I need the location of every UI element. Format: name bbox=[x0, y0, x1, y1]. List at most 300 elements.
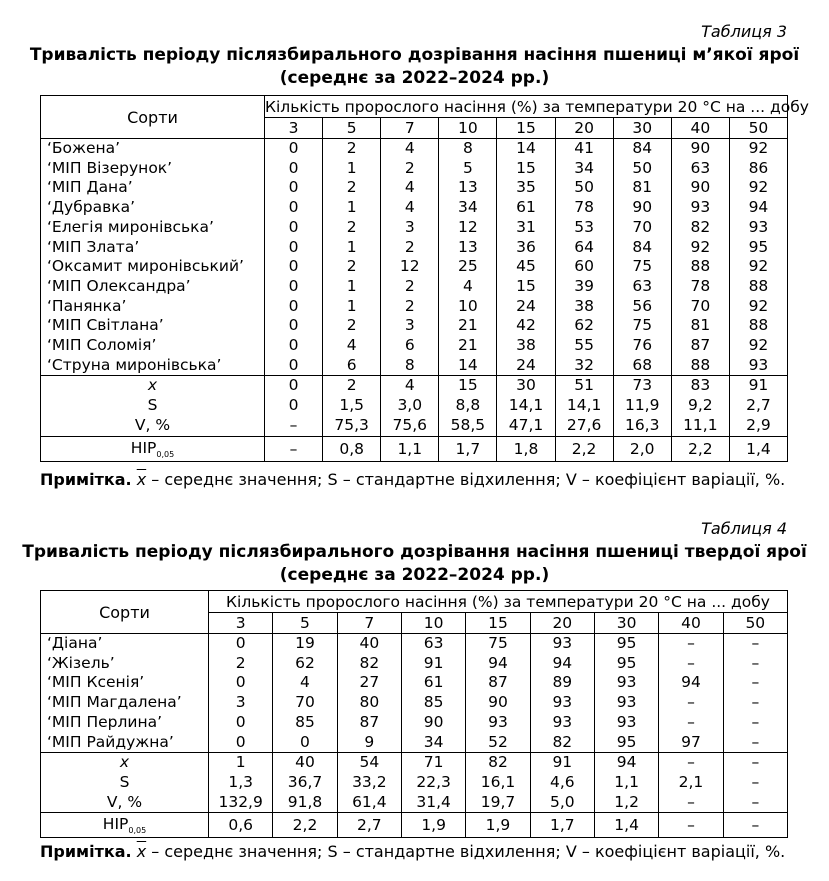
table4-note-text: – середнє значення; S – стандартне відхилення; V – коефіцієнт варіації, %. bbox=[146, 842, 786, 861]
stat-cell: 1,1 bbox=[594, 773, 658, 793]
variety-name: ‘МІП Райдужна’ bbox=[41, 733, 209, 753]
table-cell: 13 bbox=[439, 238, 497, 258]
nir-cell: 1,7 bbox=[530, 813, 594, 838]
table-cell: 0 bbox=[265, 356, 323, 376]
table-cell: – bbox=[723, 673, 787, 693]
stat-label bbox=[41, 396, 265, 416]
table3-note-text: – середнє значення; S – стандартне відхилення; V – коефіцієнт варіації, %. bbox=[146, 470, 786, 489]
table-row bbox=[41, 733, 788, 753]
day-header: 7 bbox=[381, 118, 439, 139]
table-cell: 1 bbox=[323, 277, 381, 297]
table-cell: 91 bbox=[401, 654, 465, 674]
table-cell: 92 bbox=[729, 139, 787, 159]
stat-cell: 16,3 bbox=[613, 416, 671, 436]
table-cell: 87 bbox=[466, 673, 530, 693]
stat-cell: 75,6 bbox=[381, 416, 439, 436]
table-cell: 90 bbox=[466, 693, 530, 713]
table-cell: 14 bbox=[497, 139, 555, 159]
table-row bbox=[41, 634, 788, 654]
table-cell: 27 bbox=[337, 673, 401, 693]
table-cell: – bbox=[723, 693, 787, 713]
table4-header-varieties: Сорти bbox=[41, 591, 209, 634]
variety-name: ‘МІП Олександра’ bbox=[41, 277, 265, 297]
table-cell: 0 bbox=[265, 238, 323, 258]
day-header: 3 bbox=[265, 118, 323, 139]
table-row bbox=[41, 238, 788, 258]
variety-name: ‘Оксамит миронівський’ bbox=[41, 257, 265, 277]
table-row bbox=[41, 336, 788, 356]
table-cell: – bbox=[723, 713, 787, 733]
nir-subscript: 0,05 bbox=[128, 826, 147, 836]
table-cell: 70 bbox=[273, 693, 337, 713]
stat-label-text: S bbox=[119, 772, 130, 791]
stat-cell: 30 bbox=[497, 376, 555, 396]
stat-cell: 33,2 bbox=[337, 773, 401, 793]
table-cell: 82 bbox=[530, 733, 594, 753]
stat-cell: 51 bbox=[555, 376, 613, 396]
table-row bbox=[41, 218, 788, 238]
day-header: 40 bbox=[671, 118, 729, 139]
table-cell: – bbox=[723, 634, 787, 654]
variety-name: ‘Жізель’ bbox=[41, 654, 209, 674]
table-cell: 94 bbox=[729, 198, 787, 218]
table-cell: 2 bbox=[381, 159, 439, 179]
table-cell: 0 bbox=[209, 634, 273, 654]
table-cell: – bbox=[659, 693, 723, 713]
nir-row bbox=[41, 436, 788, 461]
table-cell: 1 bbox=[323, 297, 381, 317]
table-cell: 93 bbox=[729, 356, 787, 376]
stat-cell: 31,4 bbox=[401, 793, 465, 813]
table3-note bbox=[40, 470, 785, 489]
table-cell: 15 bbox=[497, 159, 555, 179]
table-cell: 89 bbox=[530, 673, 594, 693]
variety-name: ‘МІП Перлина’ bbox=[41, 713, 209, 733]
table3-header-group: Кількість пророслого насіння (%) за температури 20 °С на ... добу bbox=[265, 97, 809, 116]
table-cell: 6 bbox=[323, 356, 381, 376]
stat-cell: 11,9 bbox=[613, 396, 671, 416]
stat-cell: 2,7 bbox=[729, 396, 787, 416]
table-cell: 31 bbox=[497, 218, 555, 238]
stat-cell: 15 bbox=[439, 376, 497, 396]
table-cell: 8 bbox=[381, 356, 439, 376]
variety-name: ‘Дубравка’ bbox=[41, 198, 265, 218]
stat-cell: 58,5 bbox=[439, 416, 497, 436]
day-header: 7 bbox=[337, 613, 401, 634]
day-header: 50 bbox=[723, 613, 787, 634]
table-cell: – bbox=[659, 654, 723, 674]
table-cell: 93 bbox=[594, 713, 658, 733]
table-cell: 2 bbox=[381, 297, 439, 317]
table-cell: 45 bbox=[497, 257, 555, 277]
day-header: 15 bbox=[466, 613, 530, 634]
table-cell: 56 bbox=[613, 297, 671, 317]
table-cell: 14 bbox=[439, 356, 497, 376]
stat-cell: 61,4 bbox=[337, 793, 401, 813]
nir-label bbox=[41, 436, 265, 461]
table-cell: 34 bbox=[555, 159, 613, 179]
table-cell: 93 bbox=[530, 634, 594, 654]
variety-name: ‘МІП Ксенія’ bbox=[41, 673, 209, 693]
table-cell: 0 bbox=[209, 733, 273, 753]
table-cell: 34 bbox=[401, 733, 465, 753]
nir-cell: 0,8 bbox=[323, 436, 381, 461]
table-cell: 24 bbox=[497, 356, 555, 376]
table-cell: 70 bbox=[671, 297, 729, 317]
table-cell: 32 bbox=[555, 356, 613, 376]
table-cell: 75 bbox=[466, 634, 530, 654]
stat-label bbox=[41, 773, 209, 793]
stat-cell: – bbox=[723, 753, 787, 773]
table-cell: 50 bbox=[555, 178, 613, 198]
nir-cell: 1,7 bbox=[439, 436, 497, 461]
table-cell: 4 bbox=[323, 336, 381, 356]
table-cell: 82 bbox=[671, 218, 729, 238]
stat-label-text: $\overline{x}$ bbox=[119, 753, 130, 772]
table-cell: 4 bbox=[381, 198, 439, 218]
table-cell: 60 bbox=[555, 257, 613, 277]
stat-cell: 9,2 bbox=[671, 396, 729, 416]
stat-label bbox=[41, 753, 209, 773]
table-cell: 88 bbox=[671, 257, 729, 277]
nir-label bbox=[41, 813, 209, 838]
nir-cell: 2,7 bbox=[337, 813, 401, 838]
table-cell: 84 bbox=[613, 238, 671, 258]
table-cell: 1 bbox=[323, 238, 381, 258]
stat-cell: – bbox=[723, 793, 787, 813]
stat-label-text: $\overline{x}$ bbox=[147, 376, 158, 395]
table-cell: 94 bbox=[530, 654, 594, 674]
table-cell: 87 bbox=[337, 713, 401, 733]
nir-label-text: НІР bbox=[130, 438, 157, 457]
table-cell: 93 bbox=[729, 218, 787, 238]
table-cell: 41 bbox=[555, 139, 613, 159]
table-cell: 75 bbox=[613, 257, 671, 277]
table-row bbox=[41, 159, 788, 179]
stat-cell: 40 bbox=[273, 753, 337, 773]
stat-cell: – bbox=[723, 773, 787, 793]
table-cell: 82 bbox=[337, 654, 401, 674]
nir-cell: 2,2 bbox=[671, 436, 729, 461]
stat-cell: 0 bbox=[265, 376, 323, 396]
table-cell: – bbox=[659, 713, 723, 733]
table-cell: 38 bbox=[497, 336, 555, 356]
table-cell: 0 bbox=[265, 297, 323, 317]
table-cell: 39 bbox=[555, 277, 613, 297]
variety-name: ‘Струна миронівська’ bbox=[41, 356, 265, 376]
variety-name: ‘МІП Злата’ bbox=[41, 238, 265, 258]
table-cell: 0 bbox=[265, 257, 323, 277]
table-cell: 4 bbox=[381, 139, 439, 159]
nir-cell: 1,1 bbox=[381, 436, 439, 461]
table-row bbox=[41, 673, 788, 693]
variety-name: ‘МІП Соломія’ bbox=[41, 336, 265, 356]
table-cell: 0 bbox=[265, 159, 323, 179]
variety-name: ‘Елегія миронівська’ bbox=[41, 218, 265, 238]
stat-cell: 1,3 bbox=[209, 773, 273, 793]
table-cell: 88 bbox=[729, 316, 787, 336]
table-cell: 24 bbox=[497, 297, 555, 317]
stat-cell: 14,1 bbox=[555, 396, 613, 416]
table3 bbox=[40, 95, 809, 462]
table-cell: 93 bbox=[594, 673, 658, 693]
table-cell: 76 bbox=[613, 336, 671, 356]
table-row bbox=[41, 139, 788, 159]
table-cell: 0 bbox=[273, 733, 337, 753]
stat-label-text: V, % bbox=[134, 415, 171, 434]
stat-cell: 19,7 bbox=[466, 793, 530, 813]
table-cell: 90 bbox=[613, 198, 671, 218]
table-cell: 68 bbox=[613, 356, 671, 376]
table-cell: 94 bbox=[466, 654, 530, 674]
table-cell: 4 bbox=[439, 277, 497, 297]
stat-row bbox=[41, 376, 788, 396]
table-cell: 12 bbox=[381, 257, 439, 277]
table-cell: 95 bbox=[594, 733, 658, 753]
variety-name: ‘Діана’ bbox=[41, 634, 209, 654]
day-header: 30 bbox=[613, 118, 671, 139]
table3-title-line2: (середнє за 2022–2024 рр.) bbox=[279, 68, 550, 88]
stat-cell: 4,6 bbox=[530, 773, 594, 793]
stat-cell: – bbox=[659, 793, 723, 813]
table-cell: 9 bbox=[337, 733, 401, 753]
stat-cell: 8,8 bbox=[439, 396, 497, 416]
table-cell: 95 bbox=[594, 634, 658, 654]
table-cell: 38 bbox=[555, 297, 613, 317]
table-cell: 92 bbox=[729, 297, 787, 317]
stat-cell: 73 bbox=[613, 376, 671, 396]
table-cell: 50 bbox=[613, 159, 671, 179]
nir-cell: 2,2 bbox=[273, 813, 337, 838]
stat-cell: 4 bbox=[381, 376, 439, 396]
table-cell: 55 bbox=[555, 336, 613, 356]
table-cell: 25 bbox=[439, 257, 497, 277]
table-row bbox=[41, 257, 788, 277]
table4-title-line1: Тривалість періоду післязбирального дозрівання насіння пшениці твердої ярої bbox=[22, 542, 807, 562]
table-cell: 52 bbox=[466, 733, 530, 753]
day-header: 5 bbox=[323, 118, 381, 139]
nir-cell: – bbox=[265, 436, 323, 461]
stat-cell: 82 bbox=[466, 753, 530, 773]
table-row bbox=[41, 297, 788, 317]
stat-cell: 2,9 bbox=[729, 416, 787, 436]
variety-name: ‘МІП Світлана’ bbox=[41, 316, 265, 336]
table-cell: 2 bbox=[323, 218, 381, 238]
table-cell: 84 bbox=[613, 139, 671, 159]
stat-cell: 71 bbox=[401, 753, 465, 773]
stat-cell: 47,1 bbox=[497, 416, 555, 436]
table3-title-line1: Тривалість періоду післязбирального дозрівання насіння пшениці м’якої ярої bbox=[29, 45, 800, 65]
stat-cell: 83 bbox=[671, 376, 729, 396]
table-row bbox=[41, 356, 788, 376]
day-header: 20 bbox=[530, 613, 594, 634]
day-header: 3 bbox=[209, 613, 273, 634]
table-cell: 88 bbox=[671, 356, 729, 376]
table-cell: 21 bbox=[439, 336, 497, 356]
table-cell: 78 bbox=[555, 198, 613, 218]
nir-subscript: 0,05 bbox=[156, 449, 175, 459]
stat-row bbox=[41, 396, 788, 416]
table-row bbox=[41, 713, 788, 733]
table-row bbox=[41, 654, 788, 674]
variety-name: ‘Панянка’ bbox=[41, 297, 265, 317]
table4 bbox=[40, 590, 788, 838]
table4-header-group: Кількість пророслого насіння (%) за температури 20 °С на ... добу bbox=[209, 591, 788, 613]
table3-note-xbar: $\overline{x}$ bbox=[136, 470, 147, 489]
day-header: 10 bbox=[439, 118, 497, 139]
day-header: 40 bbox=[659, 613, 723, 634]
table-cell: 93 bbox=[530, 713, 594, 733]
table-cell: 94 bbox=[659, 673, 723, 693]
table-cell: 95 bbox=[729, 238, 787, 258]
nir-cell: 2,2 bbox=[555, 436, 613, 461]
stat-cell: 2,1 bbox=[659, 773, 723, 793]
nir-cell: 1,8 bbox=[497, 436, 555, 461]
table-row bbox=[41, 198, 788, 218]
table-cell: 81 bbox=[613, 178, 671, 198]
table3-note-label: Примітка. bbox=[40, 470, 132, 489]
table-cell: 86 bbox=[729, 159, 787, 179]
stat-cell: – bbox=[265, 416, 323, 436]
table-cell: 10 bbox=[439, 297, 497, 317]
table-cell: 64 bbox=[555, 238, 613, 258]
table-cell: 62 bbox=[273, 654, 337, 674]
stat-cell: 75,3 bbox=[323, 416, 381, 436]
table-cell: 0 bbox=[209, 713, 273, 733]
table-cell: 97 bbox=[659, 733, 723, 753]
table-cell: 90 bbox=[671, 139, 729, 159]
stat-cell: 91 bbox=[729, 376, 787, 396]
stat-cell: 16,1 bbox=[466, 773, 530, 793]
table-cell: 90 bbox=[401, 713, 465, 733]
table-cell: 92 bbox=[729, 336, 787, 356]
table-cell: 19 bbox=[273, 634, 337, 654]
table-cell: 80 bbox=[337, 693, 401, 713]
day-header: 5 bbox=[273, 613, 337, 634]
variety-name: ‘МІП Магдалена’ bbox=[41, 693, 209, 713]
table-cell: 62 bbox=[555, 316, 613, 336]
table-cell: 15 bbox=[497, 277, 555, 297]
table-cell: 0 bbox=[265, 218, 323, 238]
table-cell: 63 bbox=[613, 277, 671, 297]
table-cell: 1 bbox=[323, 159, 381, 179]
stat-row bbox=[41, 753, 788, 773]
stat-cell: 14,1 bbox=[497, 396, 555, 416]
stat-cell: 0 bbox=[265, 396, 323, 416]
stat-cell: 94 bbox=[594, 753, 658, 773]
table-cell: 2 bbox=[323, 316, 381, 336]
table-cell: 2 bbox=[381, 277, 439, 297]
day-header: 30 bbox=[594, 613, 658, 634]
stat-cell: 5,0 bbox=[530, 793, 594, 813]
stat-cell: 132,9 bbox=[209, 793, 273, 813]
table-cell: 61 bbox=[401, 673, 465, 693]
nir-cell: 0,6 bbox=[209, 813, 273, 838]
table-cell: 12 bbox=[439, 218, 497, 238]
stat-label-text: S bbox=[147, 396, 158, 415]
table-cell: – bbox=[723, 733, 787, 753]
stat-cell: 36,7 bbox=[273, 773, 337, 793]
table-cell: 8 bbox=[439, 139, 497, 159]
table-cell: – bbox=[723, 654, 787, 674]
table-cell: 2 bbox=[323, 257, 381, 277]
table-cell: 0 bbox=[265, 198, 323, 218]
table-cell: 3 bbox=[209, 693, 273, 713]
table-cell: 0 bbox=[265, 139, 323, 159]
table-cell: 90 bbox=[671, 178, 729, 198]
stat-cell: 1,2 bbox=[594, 793, 658, 813]
stat-row bbox=[41, 416, 788, 436]
variety-name: ‘Божена’ bbox=[41, 139, 265, 159]
table-cell: 85 bbox=[401, 693, 465, 713]
nir-cell: – bbox=[723, 813, 787, 838]
nir-cell: 1,4 bbox=[594, 813, 658, 838]
stat-row bbox=[41, 773, 788, 793]
table-cell: 35 bbox=[497, 178, 555, 198]
table-cell: 0 bbox=[265, 178, 323, 198]
table-cell: 92 bbox=[729, 257, 787, 277]
stat-cell: – bbox=[659, 753, 723, 773]
stat-cell: 1 bbox=[209, 753, 273, 773]
stat-cell: 91,8 bbox=[273, 793, 337, 813]
table-cell: 5 bbox=[439, 159, 497, 179]
nir-cell: 1,9 bbox=[466, 813, 530, 838]
nir-cell: – bbox=[659, 813, 723, 838]
table-cell: 92 bbox=[729, 178, 787, 198]
table3-number: Таблиця 3 bbox=[701, 22, 787, 41]
day-header: 20 bbox=[555, 118, 613, 139]
table-cell: 63 bbox=[671, 159, 729, 179]
table-row bbox=[41, 178, 788, 198]
stat-row bbox=[41, 793, 788, 813]
table-cell: 2 bbox=[323, 139, 381, 159]
day-header: 10 bbox=[401, 613, 465, 634]
table-cell: 4 bbox=[273, 673, 337, 693]
day-header: 15 bbox=[497, 118, 555, 139]
nir-row bbox=[41, 813, 788, 838]
table4-note-xbar: $\overline{x}$ bbox=[136, 842, 147, 861]
table-cell: – bbox=[659, 634, 723, 654]
table-cell: 0 bbox=[265, 277, 323, 297]
nir-cell: 1,4 bbox=[729, 436, 787, 461]
table-cell: 85 bbox=[273, 713, 337, 733]
table-cell: 42 bbox=[497, 316, 555, 336]
table-cell: 2 bbox=[323, 178, 381, 198]
stat-cell: 1,5 bbox=[323, 396, 381, 416]
stat-cell: 22,3 bbox=[401, 773, 465, 793]
table-cell: 78 bbox=[671, 277, 729, 297]
table-row bbox=[41, 277, 788, 297]
table-cell: 13 bbox=[439, 178, 497, 198]
table-cell: 92 bbox=[671, 238, 729, 258]
table-cell: 87 bbox=[671, 336, 729, 356]
table-cell: 93 bbox=[530, 693, 594, 713]
stat-label bbox=[41, 376, 265, 396]
stat-cell: 91 bbox=[530, 753, 594, 773]
table-cell: 3 bbox=[381, 316, 439, 336]
stat-cell: 2 bbox=[323, 376, 381, 396]
table-row bbox=[41, 316, 788, 336]
table-cell: 95 bbox=[594, 654, 658, 674]
table3-header-varieties: Сорти bbox=[41, 96, 265, 139]
table-cell: 40 bbox=[337, 634, 401, 654]
table-cell: 53 bbox=[555, 218, 613, 238]
table-cell: 1 bbox=[323, 198, 381, 218]
table-cell: 93 bbox=[594, 693, 658, 713]
table-cell: 0 bbox=[209, 673, 273, 693]
day-header: 50 bbox=[729, 118, 787, 139]
stat-label bbox=[41, 416, 265, 436]
